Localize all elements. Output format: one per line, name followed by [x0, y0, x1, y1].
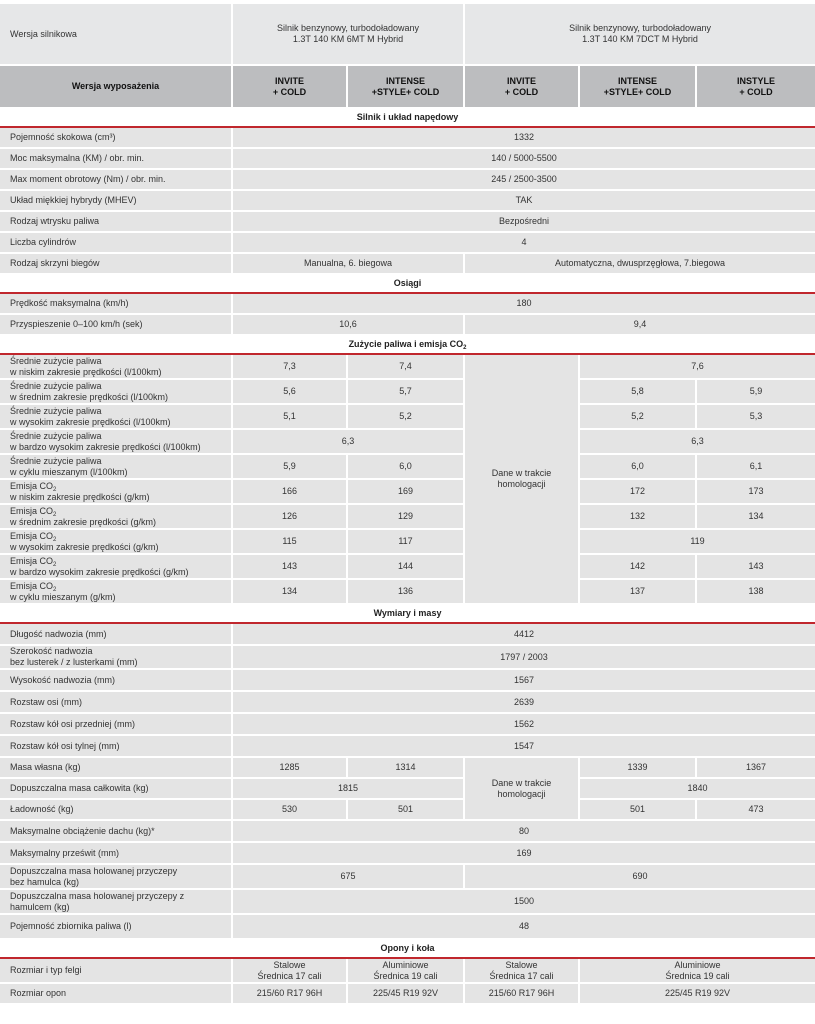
towing-unbraked-row — [0, 865, 815, 890]
engine-version-label: Wersja silnikowa — [0, 4, 233, 66]
label-bottom: w wysokim zakresie prędkości (g/km) — [10, 541, 159, 552]
cell: 136 — [348, 580, 465, 605]
row-value: 180 — [233, 294, 815, 315]
cell: 5,3 — [697, 405, 815, 430]
row-label: Dopuszczalna masa całkowita (kg) — [0, 779, 233, 800]
section-title: Wymiary i masy — [0, 605, 815, 624]
homologation-note: Dane w trakcie homologacji — [465, 758, 580, 821]
cell: 5,1 — [233, 405, 348, 430]
cell: Aluminiowe Średnica 19 cali — [348, 959, 465, 984]
section-title — [0, 336, 815, 355]
section-performance — [0, 275, 815, 294]
tire-row — [0, 984, 815, 1005]
row-label — [0, 505, 233, 530]
cell: 134 — [233, 580, 348, 605]
section-wheels — [0, 940, 815, 959]
table-row — [0, 355, 815, 380]
row-value: 245 / 2500-3500 — [233, 170, 815, 191]
table-row — [0, 191, 815, 212]
table-row — [0, 430, 815, 455]
cell: 5,6 — [233, 380, 348, 405]
label-top: Emisja CO — [10, 530, 54, 541]
label-top: Emisja CO — [10, 505, 54, 516]
row-label: Wysokość nadwozia (mm) — [0, 670, 233, 692]
section-fuel — [0, 336, 815, 355]
row-label — [0, 530, 233, 555]
subscript: 2 — [53, 511, 57, 518]
cell: 1367 — [697, 758, 815, 779]
cell: 172 — [580, 480, 697, 505]
table-row — [0, 170, 815, 191]
row-label: Dopuszczalna masa holowanej przyczepy bez hamulca (kg) — [0, 865, 233, 890]
table-row — [0, 233, 815, 254]
row-label: Maksymalny prześwit (mm) — [0, 843, 233, 865]
cell: Stalowe Średnica 17 cali — [233, 959, 348, 984]
cell: 1840 — [580, 779, 815, 800]
row-label: Średnie zużycie paliwa w średnim zakresie prędkości (l/100km) — [0, 380, 233, 405]
row-value: 1562 — [233, 714, 815, 736]
cell: 5,9 — [697, 380, 815, 405]
cell: 7,3 — [233, 355, 348, 380]
row-value: 4412 — [233, 624, 815, 646]
cell: 166 — [233, 480, 348, 505]
row-value: 1547 — [233, 736, 815, 758]
cell: Aluminiowe Średnica 19 cali — [580, 959, 815, 984]
cell: 142 — [580, 555, 697, 580]
fuel-tank-row — [0, 915, 815, 940]
trim-row — [0, 66, 815, 109]
cell: 115 — [233, 530, 348, 555]
subscript: 2 — [53, 486, 57, 493]
table-row — [0, 670, 815, 692]
label-bottom: w cyklu mieszanym (g/km) — [10, 591, 116, 602]
row-label: Liczba cylindrów — [0, 233, 233, 254]
row-label — [0, 480, 233, 505]
table-row — [0, 380, 815, 405]
cell: 5,2 — [348, 405, 465, 430]
table-row — [0, 505, 815, 530]
cell: 134 — [697, 505, 815, 530]
trim-instyle-dct: INSTYLE + COLD — [697, 66, 815, 109]
trim-intense-dct: INTENSE +STYLE+ COLD — [580, 66, 697, 109]
cell: 169 — [348, 480, 465, 505]
gearbox-dct: Automatyczna, dwusprzęgłowa, 7.biegowa — [465, 254, 815, 275]
cell: 215/60 R17 96H — [465, 984, 580, 1005]
cell: 1815 — [233, 779, 465, 800]
cell: 6,3 — [233, 430, 465, 455]
engine-version-row — [0, 4, 815, 66]
row-label: Układ miękkiej hybrydy (MHEV) — [0, 191, 233, 212]
cell: 126 — [233, 505, 348, 530]
row-label: Max moment obrotowy (Nm) / obr. min. — [0, 170, 233, 191]
table-row — [0, 714, 815, 736]
row-label: Rozstaw kół osi przedniej (mm) — [0, 714, 233, 736]
trim-invite-dct: INVITE + COLD — [465, 66, 580, 109]
row-value: 140 / 5000-5500 — [233, 149, 815, 170]
label-top: Emisja CO — [10, 580, 54, 591]
table-row — [0, 212, 815, 233]
cell: 473 — [697, 800, 815, 821]
label-top: Emisja CO — [10, 480, 54, 491]
section-title-text: Zużycie paliwa i emisja CO — [348, 339, 464, 349]
cell: 690 — [465, 865, 815, 890]
gearbox-row — [0, 254, 815, 275]
payload-row — [0, 800, 815, 821]
row-label: Pojemność zbiornika paliwa (l) — [0, 915, 233, 940]
row-label: Ładowność (kg) — [0, 800, 233, 821]
gearbox-mt: Manualna, 6. biegowa — [233, 254, 465, 275]
trim-invite-mt: INVITE + COLD — [233, 66, 348, 109]
row-value: 1500 — [233, 890, 815, 915]
table-row — [0, 555, 815, 580]
row-value: 48 — [233, 915, 815, 940]
cell: 138 — [697, 580, 815, 605]
engine-7dct-header: Silnik benzynowy, turbodoładowany 1.3T 140 KM 7DCT M Hybrid — [465, 4, 815, 66]
cell: 143 — [697, 555, 815, 580]
cell: Stalowe Średnica 17 cali — [465, 959, 580, 984]
row-value: TAK — [233, 191, 815, 212]
cell: 5,2 — [580, 405, 697, 430]
section-engine — [0, 109, 815, 128]
table-row — [0, 530, 815, 555]
row-label: Przyspieszenie 0–100 km/h (sek) — [0, 315, 233, 336]
curb-weight-row — [0, 758, 815, 779]
row-label: Dopuszczalna masa holowanej przyczepy z hamulcem (kg) — [0, 890, 233, 915]
accel-dct: 9,4 — [465, 315, 815, 336]
trim-label: Wersja wyposażenia — [0, 66, 233, 109]
row-value: 1797 / 2003 — [233, 646, 815, 670]
row-value: 80 — [233, 821, 815, 843]
table-row — [0, 455, 815, 480]
cell: 144 — [348, 555, 465, 580]
row-label: Rozmiar opon — [0, 984, 233, 1005]
cell: 215/60 R17 96H — [233, 984, 348, 1005]
row-value: Bezpośredni — [233, 212, 815, 233]
subscript: 2 — [53, 586, 57, 593]
label-bottom: w niskim zakresie prędkości (g/km) — [10, 491, 150, 502]
cell: 6,3 — [580, 430, 815, 455]
row-label — [0, 555, 233, 580]
engine-6mt-header: Silnik benzynowy, turbodoładowany 1.3T 140 KM 6MT M Hybrid — [233, 4, 465, 66]
homologation-note: Dane w trakcie homologacji — [465, 355, 580, 605]
row-label: Średnie zużycie paliwa w cyklu mieszanym (l/100km) — [0, 455, 233, 480]
cell: 6,0 — [348, 455, 465, 480]
cell: 5,9 — [233, 455, 348, 480]
row-label: Pojemność skokowa (cm³) — [0, 128, 233, 149]
cell: 5,8 — [580, 380, 697, 405]
row-label: Rozmiar i typ felgi — [0, 959, 233, 984]
row-label: Średnie zużycie paliwa w wysokim zakresie prędkości (l/100km) — [0, 405, 233, 430]
table-row — [0, 480, 815, 505]
cell: 6,1 — [697, 455, 815, 480]
cell: 137 — [580, 580, 697, 605]
row-label: Rozstaw kół osi tylnej (mm) — [0, 736, 233, 758]
subscript: 2 — [53, 561, 57, 568]
table-row — [0, 149, 815, 170]
cell: 5,7 — [348, 380, 465, 405]
towing-braked-row — [0, 890, 815, 915]
cell: 6,0 — [580, 455, 697, 480]
section-title: Osiągi — [0, 275, 815, 294]
cell: 225/45 R19 92V — [348, 984, 465, 1005]
row-label: Szerokość nadwozia bez lusterek / z lusterkami (mm) — [0, 646, 233, 670]
label-top: Emisja CO — [10, 555, 54, 566]
row-label: Średnie zużycie paliwa w bardzo wysokim zakresie prędkości (l/100km) — [0, 430, 233, 455]
row-label: Długość nadwozia (mm) — [0, 624, 233, 646]
table-row — [0, 646, 815, 670]
table-row — [0, 294, 815, 315]
table-row — [0, 405, 815, 430]
spec-table — [0, 4, 815, 1005]
row-label: Moc maksymalna (KM) / obr. min. — [0, 149, 233, 170]
cell: 530 — [233, 800, 348, 821]
table-row — [0, 315, 815, 336]
accel-mt: 10,6 — [233, 315, 465, 336]
label-bottom: w bardzo wysokim zakresie prędkości (g/km) — [10, 566, 189, 577]
cell: 1285 — [233, 758, 348, 779]
cell: 225/45 R19 92V — [580, 984, 815, 1005]
row-label: Rodzaj skrzyni biegów — [0, 254, 233, 275]
row-label: Rodzaj wtrysku paliwa — [0, 212, 233, 233]
cell: 119 — [580, 530, 815, 555]
row-label — [0, 580, 233, 605]
rim-row — [0, 959, 815, 984]
cell: 1339 — [580, 758, 697, 779]
section-title: Silnik i układ napędowy — [0, 109, 815, 128]
table-row — [0, 736, 815, 758]
table-row — [0, 692, 815, 714]
cell: 173 — [697, 480, 815, 505]
row-value: 4 — [233, 233, 815, 254]
section-dimensions — [0, 605, 815, 624]
cell: 129 — [348, 505, 465, 530]
subscript: 2 — [463, 345, 467, 351]
cell: 117 — [348, 530, 465, 555]
table-row — [0, 128, 815, 149]
cell: 675 — [233, 865, 465, 890]
cell: 1314 — [348, 758, 465, 779]
cell: 501 — [348, 800, 465, 821]
gvw-row — [0, 779, 815, 800]
row-value: 169 — [233, 843, 815, 865]
table-row — [0, 821, 815, 843]
cell: 132 — [580, 505, 697, 530]
row-value: 2639 — [233, 692, 815, 714]
row-label: Średnie zużycie paliwa w niskim zakresie prędkości (l/100km) — [0, 355, 233, 380]
section-title: Opony i koła — [0, 940, 815, 959]
cell: 143 — [233, 555, 348, 580]
row-label: Masa własna (kg) — [0, 758, 233, 779]
row-value: 1332 — [233, 128, 815, 149]
cell: 501 — [580, 800, 697, 821]
table-row — [0, 624, 815, 646]
cell: 7,4 — [348, 355, 465, 380]
cell: 7,6 — [580, 355, 815, 380]
table-row — [0, 843, 815, 865]
subscript: 2 — [53, 536, 57, 543]
trim-intense-mt: INTENSE +STYLE+ COLD — [348, 66, 465, 109]
row-label: Prędkość maksymalna (km/h) — [0, 294, 233, 315]
row-label: Maksymalne obciążenie dachu (kg)* — [0, 821, 233, 843]
table-row — [0, 580, 815, 605]
row-label: Rozstaw osi (mm) — [0, 692, 233, 714]
label-bottom: w średnim zakresie prędkości (g/km) — [10, 516, 157, 527]
row-value: 1567 — [233, 670, 815, 692]
